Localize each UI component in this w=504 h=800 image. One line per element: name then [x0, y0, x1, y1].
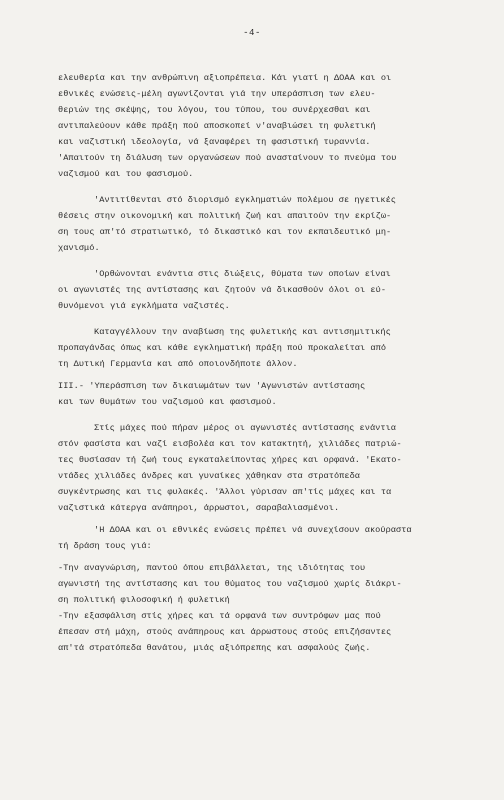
text-line: 'Η ΔΟΑΑ και οι εθνικές ενώσεις πρέπει νά συνεχίσουν ακούραστα	[94, 525, 412, 535]
text-line: τες θυσίασαν τή ζωή τους εγκαταλείποντας χήρες και ορφανά. 'Εκατο-	[58, 455, 402, 465]
text-line: προπαγάνδας όπως και κάθε εγκληματική πράξη πού προκαλείται από	[58, 343, 387, 353]
text-line: θυνόμενοι γιά εγκλήματα ναζιστές.	[58, 301, 230, 311]
text-line: 'Αντιτίθενται στό διορισμό εγκληματιών πολέμου σε ηγετικές	[94, 195, 397, 205]
text-line: έπεσαν στή μάχη, στούς ανάπηρους και άρρωστους στούς επιζήσαντες	[58, 627, 392, 637]
text-line: εθνικές ενώσεις-μέλη αγωνίζονται γιά την υπεράσπιση των ελευ-	[58, 89, 376, 99]
text-line: Στίς μάχες πού πήραν μέρος οι αγωνιστές αντίστασης ενάντια	[94, 423, 397, 433]
text-line: τη Δυτική Γερμανία και από οποιονδήποτε άλλον.	[58, 359, 298, 369]
text-line: -Την αναγνώριση, παντού όπου επιβάλλεται, της ιδιότητας του	[58, 563, 366, 573]
text-line: 'Απαιτούν τη διάλυση των οργανώσεων πού ανασταίνουν το πνεύμα του	[58, 153, 397, 163]
text-line: -Την εξασφάλιση στίς χήρες και τά ορφανά των συντρόφων μας πού	[58, 611, 381, 621]
text-line: ναζισμού και του φασισμού.	[58, 169, 194, 179]
text-line: θεριών της σκέψης, του λόγου, του τύπου, του συνέρχεσθαι και	[58, 105, 371, 115]
text-line: απ'τά στρατόπεδα θανάτου, μιάς αξιόπρεπης και ασφαλούς ζωής.	[58, 643, 371, 653]
text-line: Καταγγέλλουν την αναβίωση της φυλετικής και αντισημιτικής	[94, 327, 391, 337]
text-line: τή δράση τους γιά:	[58, 541, 152, 551]
text-line: συγκέντρωσης και τις φυλακές. 'Άλλοι γύρισαν απ'τίς μάχες και τα	[58, 487, 392, 497]
text-line: και ναζιστική ιδεολογία, νά ξαναφέρει τη φασιστική τυραννία.	[58, 137, 371, 147]
text-line: αντιπαλεύουν κάθε πράξη πού αποσκοπεί ν'αναβιώσει τη φυλετική	[58, 121, 376, 131]
text-line: θέσεις στην οικονομική και πολιτική ζωή και απαιτούν την εκρίζω-	[58, 211, 392, 221]
page-number: -4-	[243, 28, 261, 38]
text-line: ση τους απ'τό στρατιωτικό, τό δικαστικό και τον εκπαιδευτικό μη-	[58, 227, 392, 237]
text-line: III.- 'Υπεράσπιση των δικαιωμάτων των 'Αγωνιστών αντίστασης	[58, 381, 366, 391]
text-line: 'Ορθώνονται ενάντια στις διώξεις, θύματα των οποίων είναι	[94, 269, 391, 279]
text-line: ναζιστικά κάτεργα ανάπηροι, άρρωστοι, σαραβαλιασμένοι.	[58, 503, 340, 513]
document-body	[58, 70, 462, 656]
text-line: χανισμό.	[58, 243, 100, 253]
text-line: ελευθερία και την ανθρώπινη αξιοπρέπεια. Κάι γιατί η ΔΟΑΑ και οι	[58, 73, 392, 83]
text-line: ση πολιτική φιλοσοφική ή φυλετική	[58, 595, 230, 605]
text-line: αγωνιστή της αντίστασης και του θύματος του ναζισμού χωρίς διάκρι-	[58, 579, 402, 589]
text-line: οι αγωνιστές της αντίστασης και ζητούν νά δικασθούν όλοι οι εύ-	[58, 285, 387, 295]
text-line: και των θυμάτων του ναζισμού και φασισμού.	[58, 397, 277, 407]
text-line: στόν φασίστα και ναζί εισβολέα και τον κατακτητή, χιλιάδες πατριώ-	[58, 439, 402, 449]
text-line: ντάδες χιλιάδες άνδρες και γυναίκες χάθηκαν στα στρατόπεδα	[58, 471, 361, 481]
